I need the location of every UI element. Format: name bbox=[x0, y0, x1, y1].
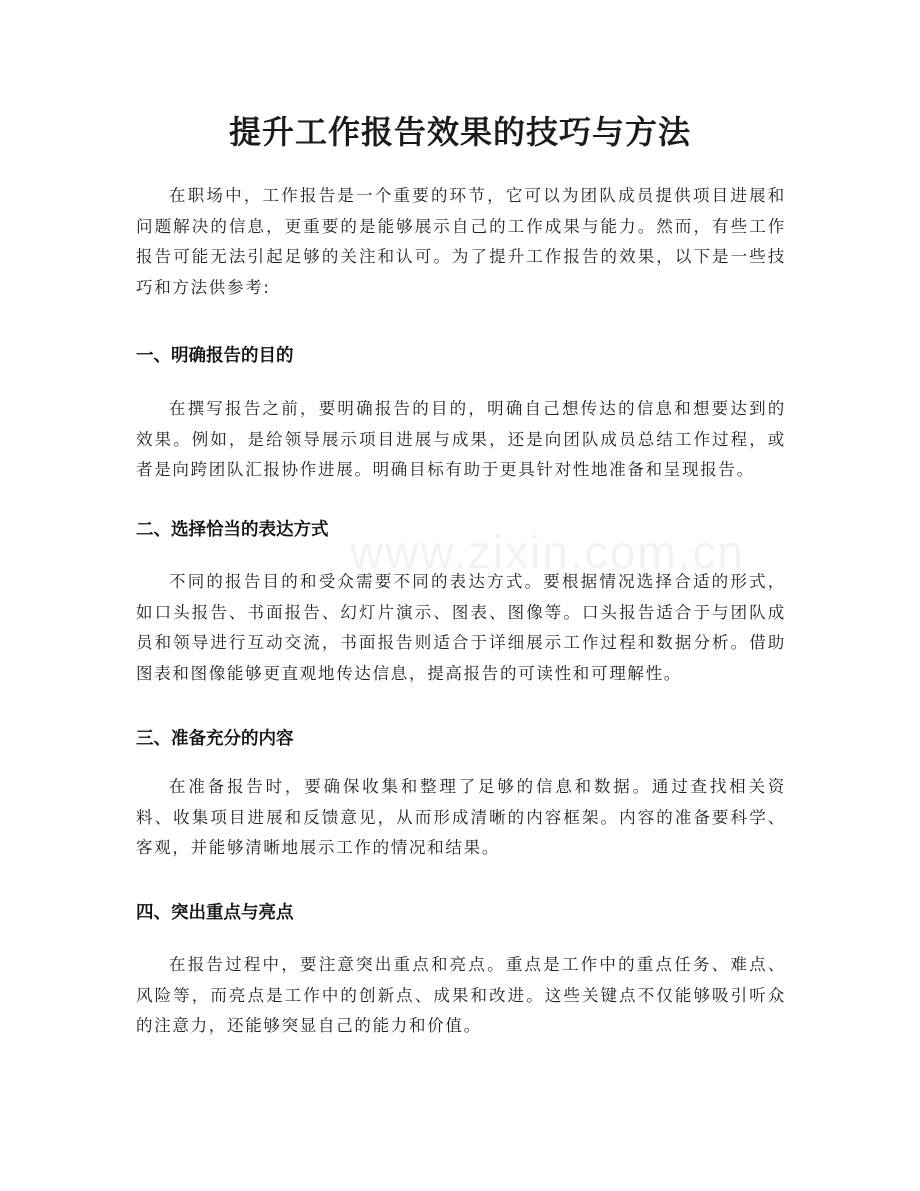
section-4-body: 在报告过程中，要注意突出重点和亮点。重点是工作中的重点任务、难点、风险等，而亮点是工作中的创新点、成果和改进。这些关键点不仅能够吸引听众的注意力，还能够突显自己的能力和价值。 bbox=[136, 955, 786, 1035]
document-title: 提升工作报告效果的技巧与方法 bbox=[228, 113, 691, 151]
section-1-heading: 一、明确报告的目的 bbox=[136, 346, 294, 366]
section-3-heading: 三、准备充分的内容 bbox=[136, 729, 294, 749]
watermark: www.zixin.com.cn bbox=[350, 526, 745, 578]
intro-paragraph: 在职场中，工作报告是一个重要的环节，它可以为团队成员提供项目进展和问题解决的信息，更重要的是能够展示自己的工作成果与能力。然而，有些工作报告可能无法引起足够的关注和认可。为了提升工作报告的效果，以下是一些技巧和方法供参考: bbox=[136, 186, 786, 297]
section-3-body: 在准备报告时，要确保收集和整理了足够的信息和数据。通过查找相关资料、收集项目进展和反馈意见，从而形成清晰的内容框架。内容的准备要科学、客观，并能够清晰地展示工作的情况和结果。 bbox=[136, 777, 786, 857]
section-4-heading: 四、突出重点与亮点 bbox=[136, 903, 294, 923]
section-2-body: 不同的报告目的和受众需要不同的表达方式。要根据情况选择合适的形式，如口头报告、书面报告、幻灯片演示、图表、图像等。口头报告适合于与团队成员和领导进行互动交流，书面报告则适合于详细展示工作过程和数据分析。借助图表和图像能够更直观地传达信息，提高报告的可读性和可理解性。 bbox=[136, 572, 786, 683]
section-1-body: 在撰写报告之前，要明确报告的目的，明确自己想传达的信息和想要达到的效果。例如，是给领导展示项目进展与成果，还是向团队成员总结工作过程，或者是向跨团队汇报协作进展。明确目标有助于更具针对性地准备和呈现报告。 bbox=[136, 399, 786, 479]
section-2-heading: 二、选择恰当的表达方式 bbox=[136, 520, 329, 540]
